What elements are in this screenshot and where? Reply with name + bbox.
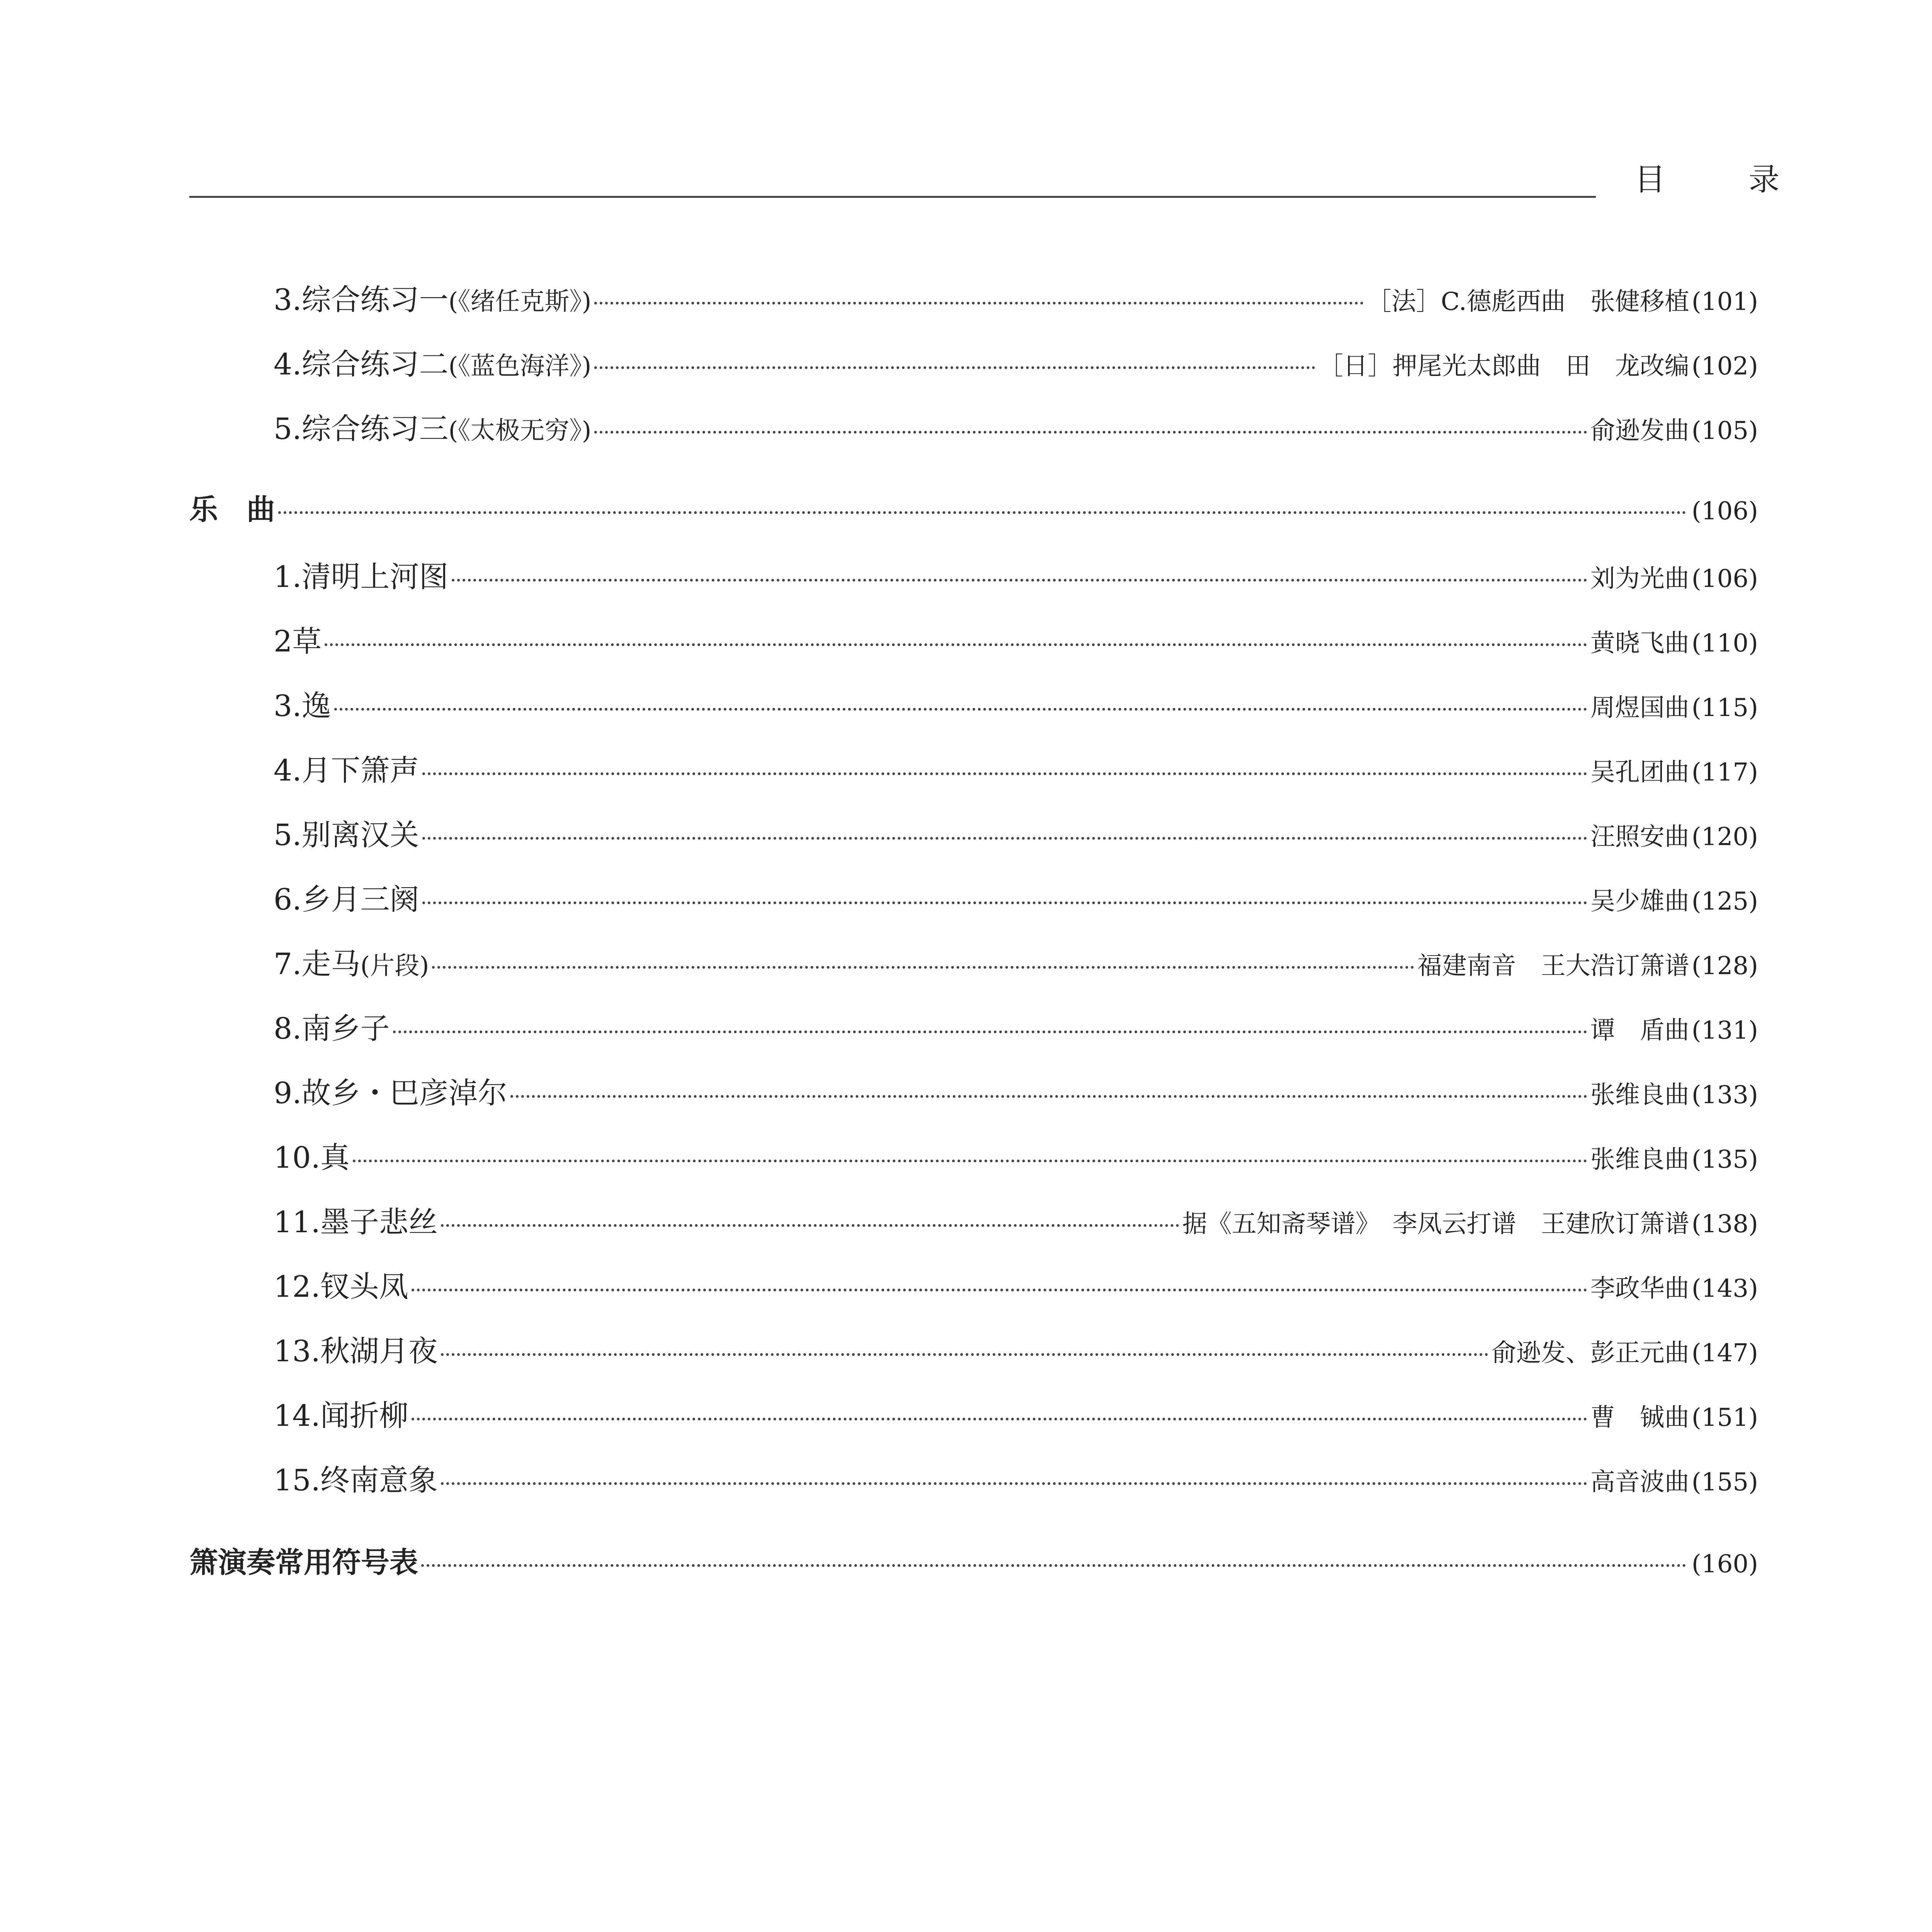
leader-dots — [452, 579, 1587, 582]
entry-page: (135) — [1691, 1145, 1758, 1174]
entry-title-note: (《太极无穷》) — [448, 417, 592, 445]
leader-dots — [412, 1418, 1587, 1420]
leader-dots — [594, 431, 1587, 434]
entry-title: 7.走马 — [274, 947, 361, 981]
entry-page: (138) — [1691, 1210, 1758, 1238]
leader-dots — [441, 1353, 1488, 1356]
entry-title-note: (《绪任克斯》) — [448, 287, 592, 316]
leader-dots — [334, 708, 1587, 711]
section-page: (160) — [1691, 1550, 1758, 1578]
entry-page: (155) — [1691, 1468, 1758, 1497]
entry-credit: 张维良曲 — [1590, 1145, 1689, 1174]
entry-credit: 吴孔团曲 — [1590, 758, 1689, 787]
entry-credit: 曹 铖曲 — [1590, 1403, 1689, 1432]
entry-page: (110) — [1691, 629, 1758, 658]
entry-page: (128) — [1691, 952, 1758, 980]
entry-title: 13.秋湖月夜 — [274, 1334, 438, 1368]
toc-entry[interactable] — [274, 1005, 1758, 1047]
toc-entry[interactable] — [274, 1263, 1758, 1305]
toc-entry[interactable] — [274, 1328, 1758, 1370]
entry-page: (117) — [1691, 758, 1758, 787]
entry-credit: 黄晓飞曲 — [1590, 629, 1689, 658]
section-page: (106) — [1691, 497, 1758, 526]
entry-credit: 周煜国曲 — [1590, 694, 1689, 722]
toc-entry[interactable] — [274, 341, 1758, 383]
entry-title: 11.墨子悲丝 — [274, 1205, 438, 1239]
entry-title: 6.乡月三阕 — [274, 882, 419, 917]
entry-page: (115) — [1691, 694, 1758, 722]
entry-credit: 汪照安曲 — [1590, 823, 1689, 851]
toc-entry[interactable] — [274, 405, 1758, 447]
toc-section[interactable] — [189, 487, 1758, 528]
leader-dots — [412, 1289, 1587, 1291]
entry-title-note: (《蓝色海洋》) — [448, 352, 592, 381]
entry-credit: 俞逊发、彭正元曲 — [1491, 1339, 1689, 1367]
entry-title: 5.综合练习三 — [274, 412, 449, 446]
entry-title: 4.综合练习二 — [274, 347, 449, 381]
header-rule — [189, 196, 1596, 198]
leader-dots — [353, 1160, 1587, 1162]
entry-credit: 据《五知斋琴谱》 李凤云打谱 王建欣订箫谱 — [1182, 1210, 1689, 1238]
toc-entry[interactable] — [274, 1070, 1758, 1112]
section-title: 箫演奏常用符号表 — [189, 1546, 418, 1579]
entry-title: 3.逸 — [274, 689, 331, 723]
leader-dots — [422, 837, 1587, 840]
leader-dots — [441, 1224, 1179, 1227]
entry-page: (106) — [1691, 565, 1758, 593]
entry-title-note: (片段) — [360, 952, 429, 980]
toc-entry[interactable] — [274, 618, 1758, 660]
leader-dots — [594, 366, 1315, 369]
entry-title: 1.清明上河图 — [274, 560, 449, 594]
leader-dots — [325, 643, 1587, 646]
leader-dots — [421, 1564, 1686, 1567]
entry-title: 15.终南意象 — [274, 1463, 438, 1497]
leader-dots — [594, 302, 1363, 304]
leader-dots — [432, 966, 1414, 969]
entry-page: (143) — [1691, 1274, 1758, 1303]
entry-title: 3.综合练习一 — [274, 282, 449, 317]
entry-title: 12.钗头凤 — [274, 1269, 408, 1304]
page-title: 目 录 — [1634, 162, 1816, 197]
leader-dots — [393, 1031, 1587, 1033]
entry-page: (120) — [1691, 823, 1758, 851]
entry-credit: 李政华曲 — [1590, 1274, 1689, 1303]
leader-dots — [510, 1095, 1587, 1098]
entry-credit: 张维良曲 — [1590, 1081, 1689, 1109]
entry-title: 4.月下箫声 — [274, 753, 419, 787]
entry-title: 8.南乡子 — [274, 1011, 390, 1046]
toc-entry[interactable] — [274, 1199, 1758, 1241]
toc-entry[interactable] — [274, 940, 1758, 983]
entry-page: (125) — [1691, 887, 1758, 916]
entry-credit: 谭 盾曲 — [1590, 1016, 1689, 1045]
toc-entry[interactable] — [274, 811, 1758, 854]
entry-page: (102) — [1691, 352, 1758, 381]
toc-entry[interactable] — [274, 1392, 1758, 1434]
toc-entry[interactable] — [274, 747, 1758, 789]
leader-dots — [278, 511, 1686, 514]
toc-section[interactable] — [189, 1540, 1758, 1581]
entry-title: 5.别离汉关 — [274, 818, 419, 852]
entry-title: 14.闻折柳 — [274, 1398, 408, 1433]
toc-entry[interactable] — [274, 1457, 1758, 1499]
entry-title: 9.故乡・巴彦淖尔 — [274, 1076, 507, 1110]
entry-page: (131) — [1691, 1016, 1758, 1045]
leader-dots — [422, 901, 1587, 904]
entry-page: (105) — [1691, 417, 1758, 445]
entry-credit: 福建南音 王大浩订箫谱 — [1417, 952, 1689, 980]
toc-entry[interactable] — [274, 682, 1758, 724]
entry-page: (133) — [1691, 1081, 1758, 1109]
entry-page: (147) — [1691, 1339, 1758, 1367]
toc-entry[interactable] — [274, 1134, 1758, 1176]
entry-credit: ［法］C.德彪西曲 张健移植 — [1366, 287, 1689, 316]
entry-credit: 高音波曲 — [1590, 1468, 1689, 1497]
leader-dots — [441, 1482, 1587, 1485]
entry-page: (101) — [1691, 287, 1758, 316]
entry-title: 2草 — [274, 624, 322, 658]
entry-credit: 刘为光曲 — [1590, 565, 1689, 593]
entry-credit: 吴少雄曲 — [1590, 887, 1689, 916]
leader-dots — [422, 772, 1587, 775]
toc-entry[interactable] — [274, 876, 1758, 918]
entry-page: (151) — [1691, 1403, 1758, 1432]
entry-credit: 俞逊发曲 — [1590, 417, 1689, 445]
section-title: 乐 曲 — [189, 493, 275, 526]
entry-credit: ［日］押尾光太郎曲 田 龙改编 — [1318, 352, 1689, 381]
entry-title: 10.真 — [274, 1140, 350, 1175]
toc-entry[interactable] — [274, 553, 1758, 595]
toc-entry[interactable] — [274, 276, 1758, 318]
